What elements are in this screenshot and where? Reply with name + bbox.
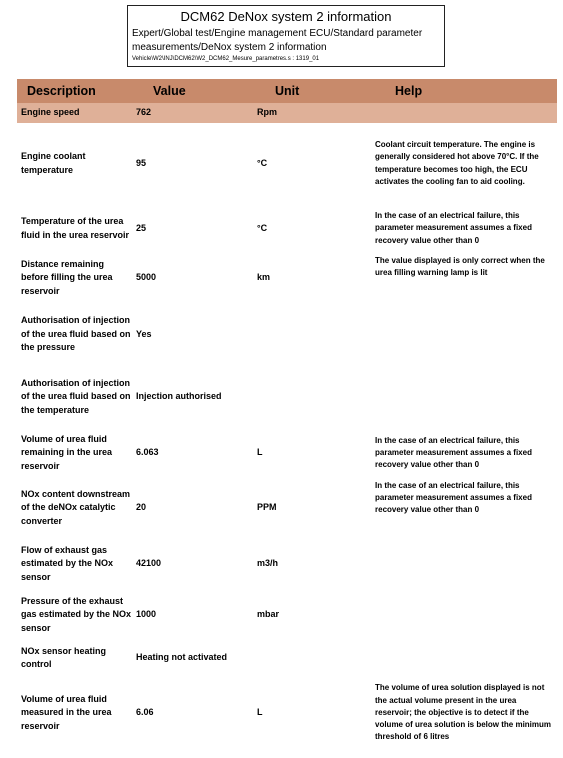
row-help: The value displayed is only correct when the urea filling warning lamp is lit [375, 256, 545, 278]
row-value: 6.063 [136, 447, 159, 458]
table-row [17, 428, 557, 478]
row-value: Injection authorised [136, 391, 222, 402]
row-help [371, 366, 557, 428]
row-value: 6.06 [136, 707, 154, 718]
row-description: Engine speed [21, 107, 80, 118]
table-row [17, 538, 557, 590]
document-reference: Vehicle\W2\INJ\DCM62\W2_DCM62_Mesure_parametres.s : 1319_01 [132, 56, 320, 62]
row-description: Volume of urea fluid measured in the urea reservoir [21, 693, 112, 731]
table-row [17, 590, 557, 640]
row-unit [253, 366, 371, 428]
table-row [17, 303, 557, 366]
row-unit: Rpm [257, 107, 277, 118]
row-value: 1000 [136, 609, 157, 620]
table-row [17, 253, 557, 303]
table-row [17, 478, 557, 538]
row-description: Flow of exhaust gas estimated by the NOx sensor [21, 544, 114, 582]
row-help [371, 303, 557, 366]
document-path: Expert/Global test/Engine management ECU/Standard parameter measurements/DeNox system 2 information [132, 28, 423, 53]
row-help: In the case of an electrical failure, this parameter measurement assumes a fixed recovery value other than 0 [375, 481, 532, 515]
row-value: Yes [136, 328, 152, 339]
row-description: Pressure of the exhaust gas estimated by the NOx sensor [21, 595, 132, 633]
document-title: DCM62 DeNox system 2 information [180, 9, 392, 24]
row-unit [253, 640, 371, 676]
parameters-table [17, 79, 557, 750]
row-unit: mbar [257, 609, 280, 620]
row-unit: L [257, 707, 263, 718]
row-description: Temperature of the urea fluid in the urea reservoir [21, 216, 130, 240]
row-unit: m3/h [257, 558, 279, 569]
row-value: 20 [136, 502, 147, 513]
row-help [371, 640, 557, 676]
row-description: NOx sensor heating control [21, 645, 107, 669]
column-header-help: Help [395, 84, 423, 98]
table-row [17, 123, 557, 204]
table-header-row [17, 79, 557, 103]
row-description: Authorisation of injection of the urea fluid based on the temperature [21, 377, 131, 415]
row-value: 95 [136, 157, 147, 168]
row-description: NOx content downstream of the deNOx catalytic converter [21, 488, 131, 526]
table-row [17, 366, 557, 428]
row-value: 42100 [136, 558, 162, 569]
row-description: Distance remaining before filling the urea reservoir [21, 258, 113, 296]
row-value: 762 [136, 107, 152, 118]
table-row [17, 103, 557, 123]
row-help [371, 590, 557, 640]
row-unit: km [257, 272, 271, 283]
row-unit: °C [257, 157, 268, 168]
row-unit [253, 303, 371, 366]
row-unit: L [257, 447, 263, 458]
row-help: In the case of an electrical failure, this parameter measurement assumes a fixed recovery value other than 0 [375, 435, 532, 470]
table-row [17, 640, 557, 676]
row-unit: °C [257, 222, 268, 233]
row-value: Heating not activated [136, 652, 228, 663]
column-header-unit: Unit [275, 84, 300, 98]
row-help [371, 103, 557, 123]
row-help: The volume of urea solution displayed is not the actual volume present in the urea reservoir; the objective is to detect if the volume of urea solution is below the minimum threshold of 6 litres [375, 683, 552, 742]
row-description: Engine coolant temperature [21, 151, 86, 175]
column-header-value: Value [153, 84, 186, 98]
row-help: Coolant circuit temperature. The engine is generally considered hot above 70°C. If the temperature becomes too high, the ECU activates the cooling fan to aid cooling. [375, 140, 539, 186]
row-value: 5000 [136, 272, 157, 283]
row-help: In the case of an electrical failure, this parameter measurement assumes a fixed recovery value other than 0 [375, 211, 532, 245]
row-help [371, 538, 557, 590]
row-description: Volume of urea fluid remaining in the urea reservoir [21, 433, 113, 471]
table-row [17, 676, 557, 750]
row-unit: PPM [257, 502, 277, 513]
document-header [127, 5, 445, 67]
column-header-description: Description [27, 84, 96, 98]
table-row [17, 204, 557, 253]
row-description: Authorisation of injection of the urea fluid based on the pressure [21, 315, 131, 353]
row-value: 25 [136, 222, 147, 233]
